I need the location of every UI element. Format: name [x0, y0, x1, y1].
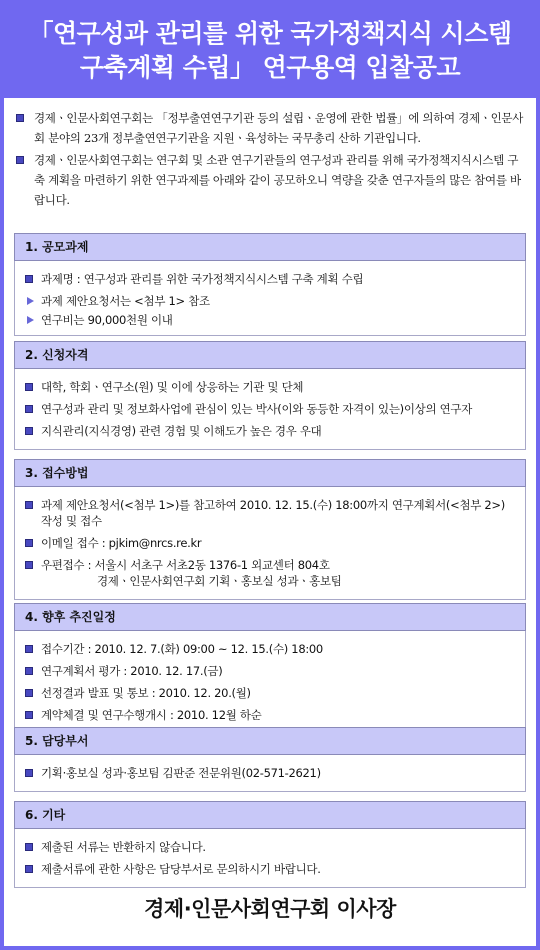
square-bullet-icon [25, 645, 33, 653]
list-item: 대학, 학회ㆍ연구소(원) 및 이에 상응하는 기관 및 단체 [23, 379, 517, 395]
list-item: 제출서류에 관한 사항은 담당부서로 문의하시기 바랍니다. [23, 861, 517, 877]
square-bullet-icon [25, 711, 33, 719]
square-bullet-icon [25, 689, 33, 697]
notice-body [4, 98, 536, 946]
square-bullet-icon [25, 865, 33, 873]
section-body [14, 829, 526, 888]
square-bullet-icon [16, 156, 24, 164]
section-title: 6. 기타 [14, 801, 526, 829]
square-bullet-icon [25, 667, 33, 675]
list-item: 계약체결 및 연구수행개시 : 2010. 12월 하순 [23, 707, 517, 723]
list-item: 우편접수 : 서울시 서초구 서초2동 1376-1 외교센터 804호 경제ㆍ인문사회연구회 기획ㆍ홍보실 성과ㆍ홍보팀 [23, 557, 517, 589]
section-body [14, 487, 526, 600]
triangle-bullet-icon [27, 316, 34, 324]
list-item: 선정결과 발표 및 통보 : 2010. 12. 20.(월) [23, 685, 517, 701]
list-item: 지식관리(지식경영) 관련 경험 및 이해도가 높은 경우 우대 [23, 423, 517, 439]
section-5 [14, 727, 526, 792]
intro [4, 98, 536, 210]
section-2 [14, 341, 526, 450]
section-body [14, 631, 526, 734]
square-bullet-icon [25, 769, 33, 777]
list-item: 연구성과 관리 및 정보화사업에 관심이 있는 박사(이와 동등한 자격이 있는)이상의 연구자 [23, 401, 517, 417]
address-line-2: 경제ㆍ인문사회연구회 기획ㆍ홍보실 성과ㆍ홍보팀 [97, 574, 342, 588]
sub-item: 연구비는 90,000천원 이내 [23, 312, 517, 328]
section-title: 4. 향후 추진일정 [14, 603, 526, 631]
list-item: 이메일 접수 : pjkim@nrcs.re.kr [23, 535, 517, 551]
square-bullet-icon [25, 539, 33, 547]
square-bullet-icon [25, 383, 33, 391]
list-item: 과제명 : 연구성과 관리를 위한 국가정책지식시스템 구축 계획 수립 [23, 271, 517, 287]
header-banner [0, 0, 540, 97]
section-1 [14, 233, 526, 336]
square-bullet-icon [25, 427, 33, 435]
title-line-2: 구축계획 수립」 연구용역 입찰공고 [79, 53, 461, 82]
section-title: 3. 접수방법 [14, 459, 526, 487]
list-item: 접수기간 : 2010. 12. 7.(화) 09:00 ~ 12. 15.(수) 18:00 [23, 641, 517, 657]
list-item: 과제 제안요청서(<첨부 1>)를 참고하여 2010. 12. 15.(수) 18:00까지 연구계획서(<첨부 2>) 작성 및 접수 [23, 497, 517, 529]
intro-paragraph-1: 경제ㆍ인문사회연구회는 「정부출연연구기관 등의 설립ㆍ운영에 관한 법률」에 의하여 경제ㆍ인문사회 분야의 23개 정부출연연구기관을 지원ㆍ육성하는 국무총리 산하 기관입니다. [14, 108, 526, 148]
square-bullet-icon [25, 501, 33, 509]
section-6 [14, 801, 526, 888]
title-line-1: 「연구성과 관리를 위한 국가정책지식 시스템 [28, 19, 512, 48]
section-body [14, 261, 526, 336]
square-bullet-icon [25, 561, 33, 569]
section-body [14, 755, 526, 792]
section-title: 2. 신청자격 [14, 341, 526, 369]
list-item: 연구계획서 평가 : 2010. 12. 17.(금) [23, 663, 517, 679]
signature: 경제·인문사회연구회 이사장 [144, 897, 396, 921]
square-bullet-icon [25, 275, 33, 283]
square-bullet-icon [25, 405, 33, 413]
section-body [14, 369, 526, 450]
intro-paragraph-2: 경제ㆍ인문사회연구회는 연구회 및 소관 연구기관들의 연구성과 관리를 위해 국가정책지식시스템 구축 계획을 마련하기 위한 연구과제를 아래와 같이 공모하오니 역량을 갖춘 연구자들의 많은 참여를 바랍니다. [14, 150, 526, 210]
section-4 [14, 603, 526, 734]
sub-item: 과제 제안요청서는 <첨부 1> 참조 [23, 293, 517, 309]
square-bullet-icon [16, 114, 24, 122]
square-bullet-icon [25, 843, 33, 851]
triangle-bullet-icon [27, 297, 34, 305]
list-item: 기획·홍보실 성과·홍보팀 김판준 전문위원(02-571-2621) [23, 765, 517, 781]
section-title: 1. 공모과제 [14, 233, 526, 261]
section-title: 5. 담당부서 [14, 727, 526, 755]
section-3 [14, 459, 526, 600]
list-item: 제출된 서류는 반환하지 않습니다. [23, 839, 517, 855]
